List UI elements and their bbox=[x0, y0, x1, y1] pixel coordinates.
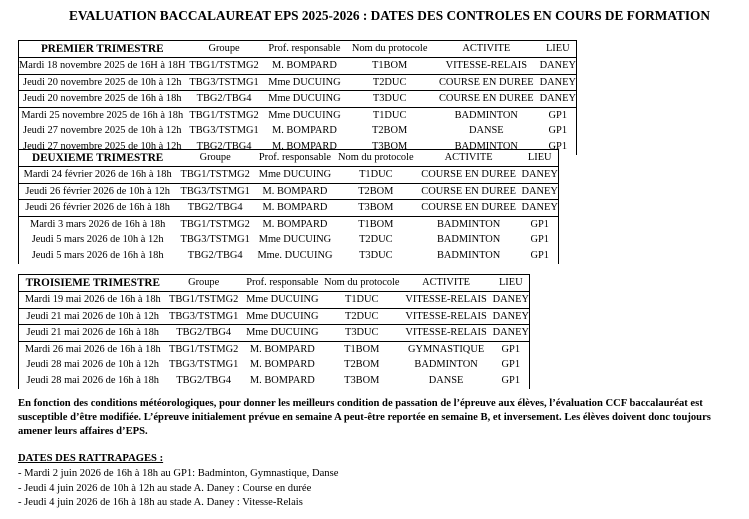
table-row bbox=[19, 107, 577, 123]
cell-groupe: TBG2/TBG4 bbox=[196, 140, 252, 152]
rattrapage-item: - Jeudi 4 juin 2026 de 10h à 12h au stade A. Daney : Course en durée bbox=[18, 482, 312, 494]
cell-lieu: GP1 bbox=[548, 140, 568, 152]
cell-activite: COURSE EN DUREE bbox=[416, 167, 522, 184]
cell-prof: Mme DUCUING bbox=[258, 234, 332, 246]
cell-date: Jeudi 20 novembre 2025 de 10h à 12h bbox=[19, 74, 186, 91]
cell-groupe: TBG2/TBG4 bbox=[176, 200, 254, 217]
table-row bbox=[19, 216, 559, 232]
cell-activite: VITESSE-RELAIS bbox=[400, 308, 493, 325]
cell-activite: BADMINTON bbox=[436, 234, 501, 246]
cell-activite: GYMNASTIQUE bbox=[400, 341, 493, 357]
cell-groupe: TBG3/TSTMG1 bbox=[176, 183, 254, 200]
col-header-lieu: LIEU bbox=[540, 41, 577, 58]
cell-groupe: TBG1/TSTMG2 bbox=[176, 216, 254, 232]
col-header-prof: Prof. responsable bbox=[254, 150, 336, 167]
table-header-row bbox=[19, 41, 577, 58]
table-row bbox=[19, 91, 577, 108]
cell-date: Jeudi 5 mars 2026 de 16h à 18h bbox=[31, 249, 164, 261]
col-header-protocole: Nom du protocole bbox=[324, 275, 400, 292]
cell-prof: Mme DUCUING bbox=[263, 91, 347, 108]
cell-protocole: T2BOM bbox=[336, 183, 416, 200]
table-row bbox=[19, 373, 530, 389]
cell-lieu: GP1 bbox=[530, 249, 549, 261]
cell-prof: Mme DUCUING bbox=[241, 308, 324, 325]
table-row bbox=[19, 183, 559, 200]
cell-prof: Mme DUCUING bbox=[241, 292, 324, 309]
table-row bbox=[19, 200, 559, 217]
cell-groupe: TBG3/TSTMG1 bbox=[180, 234, 250, 246]
cell-date: Jeudi 26 février 2026 de 10h à 12h bbox=[19, 183, 177, 200]
rattrapage-item: - Jeudi 4 juin 2026 de 16h à 18h au stade A. Daney : Vitesse-Relais bbox=[18, 497, 303, 509]
cell-groupe: TBG1/TSTMG2 bbox=[167, 341, 241, 357]
cell-lieu: DANEY bbox=[540, 58, 577, 75]
col-header-protocole: Nom du protocole bbox=[346, 41, 433, 58]
cell-protocole: T3DUC bbox=[359, 249, 393, 261]
trimester-title: PREMIER TRIMESTRE bbox=[19, 41, 186, 58]
cell-prof: M. BOMPARD bbox=[254, 183, 336, 200]
cell-lieu: GP1 bbox=[548, 125, 568, 137]
cell-groupe: TBG1/TSTMG2 bbox=[186, 58, 263, 75]
cell-protocole: T3BOM bbox=[372, 140, 408, 152]
table-deuxieme-trimestre bbox=[18, 149, 559, 264]
cell-groupe: TBG1/TSTMG2 bbox=[176, 167, 254, 184]
cell-date: Jeudi 26 février 2026 de 16h à 18h bbox=[19, 200, 177, 217]
cell-date: Mardi 3 mars 2026 de 16h à 18h bbox=[19, 216, 177, 232]
table-header-row bbox=[19, 275, 530, 292]
table-row bbox=[19, 123, 577, 139]
cell-protocole: T3BOM bbox=[344, 374, 380, 386]
cell-prof: M. BOMPARD bbox=[272, 125, 337, 137]
cell-protocole: T2BOM bbox=[372, 125, 408, 137]
cell-activite: COURSE EN DUREE bbox=[416, 183, 522, 200]
cell-activite: BADMINTON bbox=[433, 107, 540, 123]
table-header-row bbox=[19, 150, 559, 167]
cell-lieu: GP1 bbox=[521, 216, 558, 232]
cell-date: Jeudi 28 mai 2026 de 16h à 18h bbox=[26, 374, 160, 386]
table-row bbox=[19, 167, 559, 184]
cell-activite: VITESSE-RELAIS bbox=[400, 292, 493, 309]
table-row bbox=[19, 308, 530, 325]
cell-prof: Mme DUCUING bbox=[241, 325, 324, 342]
table-row bbox=[19, 292, 530, 309]
cell-date: Mardi 25 novembre 2025 de 16h à 18h bbox=[19, 107, 186, 123]
cell-lieu: DANEY bbox=[493, 292, 530, 309]
table-row bbox=[19, 341, 530, 357]
table-troisieme-trimestre bbox=[18, 274, 530, 389]
table-row bbox=[19, 58, 577, 75]
table-premier-trimestre bbox=[18, 40, 577, 155]
rattrapages-list bbox=[18, 467, 338, 511]
trimester-title: DEUXIEME TRIMESTRE bbox=[19, 150, 177, 167]
cell-prof: Mme. DUCUING bbox=[257, 249, 333, 261]
cell-activite: COURSE EN DUREE bbox=[433, 91, 540, 108]
weather-note: En fonction des conditions météorologiques, pour donner les meilleurs condition de passation de l’épreuve aux élèves, l’évaluation CCF baccalauréat est susceptible d’être modifiée. L’épreuve initialement prévue en semaine A peut-être reportée en semaine B, et inversement. Les élèves doivent donc toujours amener leurs affaires d’EPS. bbox=[18, 398, 711, 438]
cell-activite: COURSE EN DUREE bbox=[416, 200, 522, 217]
col-header-activite: ACTIVITE bbox=[400, 275, 493, 292]
cell-protocole: T2DUC bbox=[324, 308, 400, 325]
cell-date: Jeudi 21 mai 2026 de 16h à 18h bbox=[19, 325, 167, 342]
cell-groupe: TBG1/TSTMG2 bbox=[167, 292, 241, 309]
cell-groupe: TBG3/TSTMG1 bbox=[167, 308, 241, 325]
cell-prof: M. BOMPARD bbox=[249, 374, 315, 386]
cell-groupe: TBG3/TSTMG1 bbox=[169, 359, 239, 371]
cell-lieu: DANEY bbox=[493, 308, 530, 325]
cell-date: Mardi 18 novembre 2025 de 16H à 18H bbox=[19, 58, 186, 75]
cell-prof: M. BOMPARD bbox=[272, 140, 337, 152]
col-header-groupe: Groupe bbox=[167, 275, 241, 292]
cell-groupe: TBG2/TBG4 bbox=[186, 91, 263, 108]
cell-date: Jeudi 20 novembre 2025 de 16h à 18h bbox=[19, 91, 186, 108]
cell-prof: M. BOMPARD bbox=[249, 359, 315, 371]
table-row bbox=[19, 74, 577, 91]
cell-protocole: T2DUC bbox=[359, 234, 393, 246]
cell-lieu: DANEY bbox=[540, 74, 577, 91]
cell-prof: M. BOMPARD bbox=[241, 341, 324, 357]
cell-date: Jeudi 5 mars 2026 de 10h à 12h bbox=[31, 234, 164, 246]
cell-activite: BADMINTON bbox=[436, 249, 501, 261]
cell-groupe: TBG3/TSTMG1 bbox=[186, 74, 263, 91]
col-header-lieu: LIEU bbox=[493, 275, 530, 292]
cell-lieu: GP1 bbox=[540, 107, 577, 123]
cell-prof: M. BOMPARD bbox=[254, 200, 336, 217]
cell-groupe: TBG2/TBG4 bbox=[167, 325, 241, 342]
cell-lieu: DANEY bbox=[521, 183, 558, 200]
cell-protocole: T3DUC bbox=[324, 325, 400, 342]
cell-protocole: T1BOM bbox=[346, 58, 433, 75]
cell-protocole: T3BOM bbox=[336, 200, 416, 217]
cell-protocole: T1DUC bbox=[346, 107, 433, 123]
cell-activite: VITESSE-RELAIS bbox=[400, 325, 493, 342]
page-title bbox=[0, 8, 749, 24]
cell-activite: VITESSE-RELAIS bbox=[433, 58, 540, 75]
cell-lieu: DANEY bbox=[521, 200, 558, 217]
cell-lieu: GP1 bbox=[501, 359, 521, 371]
col-header-activite: ACTIVITE bbox=[433, 41, 540, 58]
cell-lieu: DANEY bbox=[521, 167, 558, 184]
table-row bbox=[19, 232, 559, 248]
table-row bbox=[19, 248, 559, 264]
cell-prof: Mme DUCUING bbox=[263, 107, 347, 123]
cell-prof: M. BOMPARD bbox=[263, 58, 347, 75]
cell-groupe: TBG2/TBG4 bbox=[176, 374, 232, 386]
cell-protocole: T1DUC bbox=[324, 292, 400, 309]
cell-activite: DANSE bbox=[468, 125, 504, 137]
cell-groupe: TBG1/TSTMG2 bbox=[186, 107, 263, 123]
cell-date: Mardi 19 mai 2026 de 16h à 18h bbox=[19, 292, 167, 309]
cell-lieu: GP1 bbox=[530, 234, 549, 246]
cell-activite: DANSE bbox=[428, 374, 464, 386]
cell-activite: COURSE EN DUREE bbox=[433, 74, 540, 91]
cell-prof: M. BOMPARD bbox=[254, 216, 336, 232]
cell-date: Jeudi 27 novembre 2025 de 10h à 12h bbox=[23, 125, 182, 137]
cell-lieu: GP1 bbox=[493, 341, 530, 357]
cell-prof: Mme DUCUING bbox=[254, 167, 336, 184]
cell-date: Jeudi 28 mai 2026 de 10h à 12h bbox=[26, 359, 160, 371]
cell-lieu: GP1 bbox=[501, 374, 521, 386]
cell-date: Mardi 24 février 2026 de 16h à 18h bbox=[19, 167, 177, 184]
col-header-prof: Prof. responsable bbox=[241, 275, 324, 292]
cell-protocole: T3DUC bbox=[346, 91, 433, 108]
col-header-prof: Prof. responsable bbox=[263, 41, 347, 58]
cell-lieu: DANEY bbox=[540, 91, 577, 108]
cell-protocole: T1DUC bbox=[336, 167, 416, 184]
cell-protocole: T2BOM bbox=[344, 359, 380, 371]
rattrapages-title: DATES DES RATTRAPAGES : bbox=[18, 453, 164, 464]
cell-groupe: TBG3/TSTMG1 bbox=[189, 125, 259, 137]
trimester-title: TROISIEME TRIMESTRE bbox=[19, 275, 167, 292]
cell-activite: BADMINTON bbox=[414, 359, 478, 371]
col-header-activite: ACTIVITE bbox=[416, 150, 522, 167]
cell-prof: Mme DUCUING bbox=[263, 74, 347, 91]
col-header-groupe: Groupe bbox=[176, 150, 254, 167]
table-row bbox=[19, 325, 530, 342]
col-header-protocole: Nom du protocole bbox=[336, 150, 416, 167]
rattrapage-item: - Mardi 2 juin 2026 de 16h à 18h au GP1: Badminton, Gymnastique, Danse bbox=[18, 468, 339, 479]
table-row bbox=[19, 357, 530, 373]
page-title-text: EVALUATION BACCALAUREAT EPS 2025-2026 : DATES DES CONTROLES EN COURS DE FORMATION bbox=[69, 8, 710, 23]
cell-lieu: DANEY bbox=[493, 325, 530, 342]
cell-protocole: T2DUC bbox=[346, 74, 433, 91]
col-header-lieu: LIEU bbox=[521, 150, 558, 167]
cell-activite: BADMINTON bbox=[416, 216, 522, 232]
cell-date: Jeudi 21 mai 2026 de 10h à 12h bbox=[19, 308, 167, 325]
cell-protocole: T1BOM bbox=[324, 341, 400, 357]
cell-protocole: T1BOM bbox=[336, 216, 416, 232]
cell-date: Mardi 26 mai 2026 de 16h à 18h bbox=[19, 341, 167, 357]
cell-date: Jeudi 27 novembre 2025 de 10h à 12h bbox=[23, 140, 182, 152]
col-header-groupe: Groupe bbox=[186, 41, 263, 58]
cell-activite: BADMINTON bbox=[454, 140, 518, 152]
cell-groupe: TBG2/TBG4 bbox=[187, 249, 243, 261]
